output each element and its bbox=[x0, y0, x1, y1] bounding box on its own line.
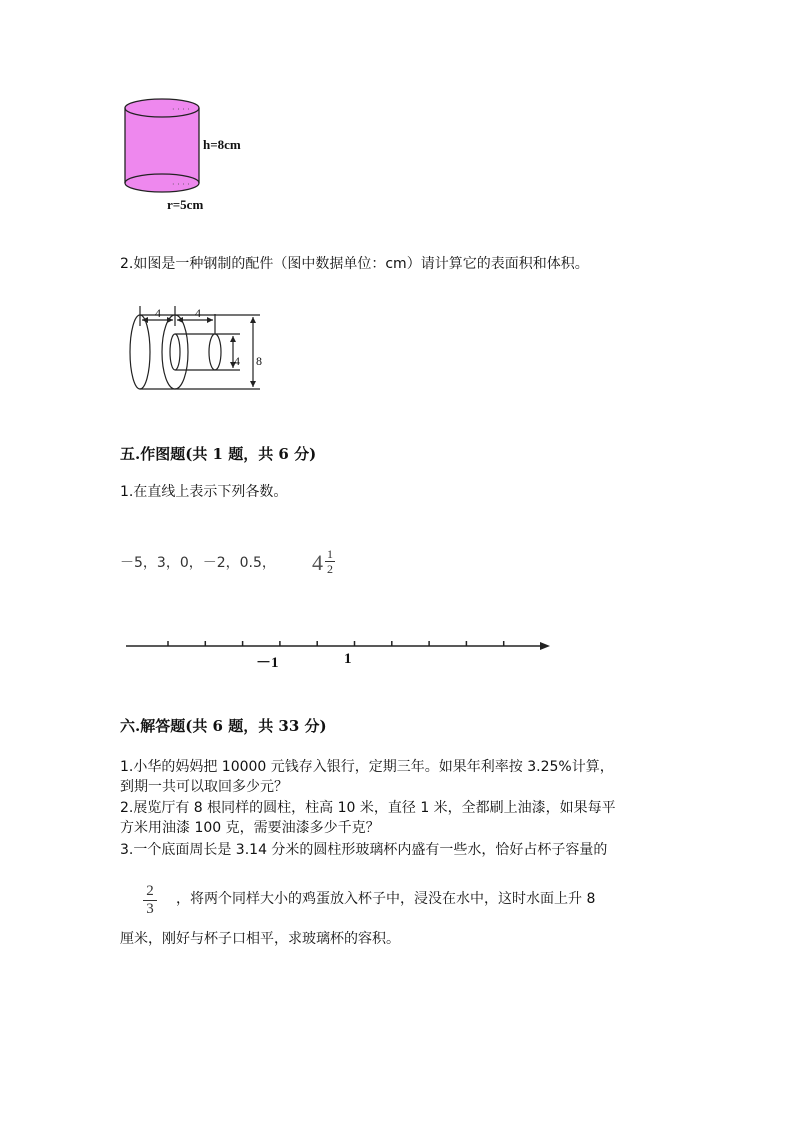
fraction-denominator: 2 bbox=[327, 562, 333, 576]
section-5-question-1: 1.在直线上表示下列各数。 bbox=[120, 484, 288, 500]
dim-left-label: 4 bbox=[155, 306, 161, 320]
q3-fraction bbox=[143, 884, 157, 917]
section-5-title: 五.作图题(共 1 题，共 6 分) bbox=[120, 445, 317, 463]
section-6-line-2: 到期一共可以取回多少元？ bbox=[120, 779, 288, 795]
q3-continuation: ，将两个同样大小的鸡蛋放入杯子中，浸没在水中，这时水面上升 8 bbox=[176, 891, 596, 907]
svg-text:· · · ·: · · · · bbox=[172, 105, 190, 114]
number-line bbox=[120, 635, 560, 655]
dim-outer-label: 8 bbox=[256, 354, 262, 368]
numbers-list: －5，3，0，－2，0.5， bbox=[120, 555, 276, 571]
mixed-number-whole: 4 bbox=[312, 550, 323, 575]
label-negative-one: －1 bbox=[256, 655, 279, 671]
svg-text:· · · ·: · · · · bbox=[172, 180, 190, 189]
q3-fraction-numerator: 2 bbox=[146, 883, 154, 899]
dim-inner-label: 4 bbox=[234, 354, 240, 368]
mixed-number-fraction bbox=[325, 548, 335, 575]
section-6-line-3: 2.展览厅有 8 根同样的圆柱，柱高 10 米，直径 1 米，全都刷上油漆，如果每平 bbox=[120, 800, 616, 816]
question-2-text: 2.如图是一种钢制的配件（图中数据单位：cm）请计算它的表面积和体积。 bbox=[120, 256, 589, 272]
label-one: 1 bbox=[344, 651, 352, 667]
dim-right-label: 4 bbox=[195, 306, 201, 320]
q3-fraction-denominator: 3 bbox=[146, 901, 154, 917]
height-label: h=8cm bbox=[203, 137, 241, 152]
section-6-title: 六.解答题(共 6 题，共 33 分) bbox=[120, 717, 327, 735]
section-6-line-1: 1.小华的妈妈把 10000 元钱存入银行，定期三年。如果年利率按 3.25%计算， bbox=[120, 759, 614, 775]
section-6-line-5: 3.一个底面周长是 3.14 分米的圆柱形玻璃杯内盛有一些水，恰好占杯子容量的 bbox=[120, 842, 608, 858]
radius-label: r=5cm bbox=[167, 197, 204, 212]
q3-last-line: 厘米，刚好与杯子口相平，求玻璃杯的容积。 bbox=[120, 931, 400, 947]
fraction-numerator: 1 bbox=[327, 547, 333, 561]
section-6-line-4: 方米用油漆 100 克，需要油漆多少千克？ bbox=[120, 820, 380, 836]
